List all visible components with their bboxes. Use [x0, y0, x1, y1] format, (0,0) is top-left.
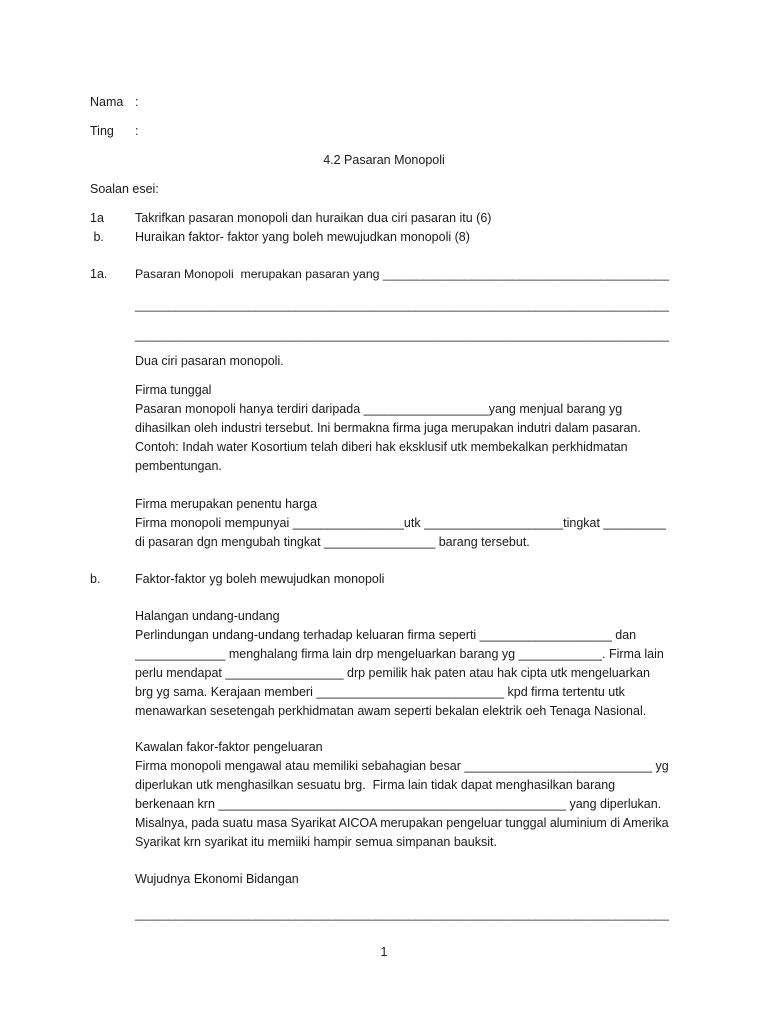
question-1a-number: 1a — [90, 211, 104, 225]
answer-1b-number: b. — [90, 572, 101, 586]
ekonomi-heading: Wujudnya Ekonomi Bidangan — [135, 872, 299, 886]
nama-label: Nama — [90, 95, 124, 109]
question-1a-text: Takrifkan pasaran monopoli dan huraikan dua ciri pasaran itu (6) — [135, 211, 492, 225]
page-title: 4.2 Pasaran Monopoli — [323, 153, 445, 167]
answer-1a-blank-line: ________________________________________________________________________________ — [135, 328, 669, 342]
kawalan-heading: Kawalan fakor-faktor pengeluaran — [135, 740, 323, 754]
penentu-harga-heading: Firma merupakan penentu harga — [135, 497, 318, 511]
kawalan-text: Misalnya, pada suatu masa Syarikat AICOA merupakan pengeluar tunggal aluminium di Amerika — [135, 816, 669, 830]
halangan-heading: Halangan undang-undang — [135, 609, 280, 623]
answer-1a-blank-line: ________________________________________________________________________________ — [135, 298, 669, 312]
kawalan-text: berkenaan krn __________________________________________________ yang diperlukan. — [135, 797, 662, 811]
firma-tunggal-text: dihasilkan oleh industri tersebut. Ini bermakna firma juga merupakan indutri dalam pasaran. — [135, 421, 641, 435]
answer-1b-heading: Faktor-faktor yg boleh mewujudkan monopoli — [135, 572, 385, 586]
halangan-text: _____________ menghalang firma lain drp mengeluarkan barang yg ____________. Firma lain — [135, 647, 664, 661]
soalan-heading: Soalan esei: — [90, 182, 159, 196]
answer-1a-number: 1a. — [90, 267, 108, 281]
penentu-harga-text: di pasaran dgn mengubah tingkat ________________ barang tersebut. — [135, 535, 530, 549]
firma-tunggal-text: pembentungan. — [135, 459, 222, 473]
nama-colon: : — [135, 95, 139, 109]
firma-tunggal-text: Pasaran monopoli hanya terdiri daripada __________________yang menjual barang yg — [135, 402, 623, 416]
ting-label: Ting — [90, 124, 114, 138]
halangan-text: Perlindungan undang-undang terhadap keluaran firma seperti ___________________ dan — [135, 628, 637, 642]
kawalan-text: Syarikat krn syarikat itu memiiki hampir semua simpanan bauksit. — [135, 835, 497, 849]
question-1b-text: Huraikan faktor- faktor yang boleh mewujudkan monopoli (8) — [135, 230, 470, 244]
ting-colon: : — [135, 124, 139, 138]
answer-1a-line: Pasaran Monopoli merupakan pasaran yang __________________________________________ — [135, 267, 670, 281]
halangan-text: menawarkan sesetengah perkhidmatan awam seperti bekalan elektrik oeh Tenaga Nasional. — [135, 704, 647, 718]
ciri-heading: Dua ciri pasaran monopoli. — [135, 354, 284, 368]
kawalan-text: Firma monopoli mengawal atau memiliki sebahagian besar ___________________________ yg — [135, 759, 669, 773]
halangan-text: perlu mendapat _________________ drp pemilik hak paten atau hak cipta utk mengeluarkan — [135, 666, 650, 680]
halangan-text: brg yg sama. Kerajaan memberi ___________________________ kpd firma tertentu utk — [135, 685, 625, 699]
page-number: 1 — [380, 945, 388, 959]
firma-tunggal-text: Contoh: Indah water Kosortium telah diberi hak eksklusif utk membekalkan perkhidmatan — [135, 440, 628, 454]
penentu-harga-text: Firma monopoli mempunyai ________________utk ____________________tingkat _________ — [135, 516, 666, 530]
question-1b-number: b. — [90, 230, 104, 244]
firma-tunggal-heading: Firma tunggal — [135, 383, 212, 397]
ekonomi-blank-line: ________________________________________________________________________________ — [135, 907, 669, 921]
kawalan-text: diperlukan utk menghasilkan sesuatu brg. Firma lain tidak dapat menghasilkan barang — [135, 778, 616, 792]
